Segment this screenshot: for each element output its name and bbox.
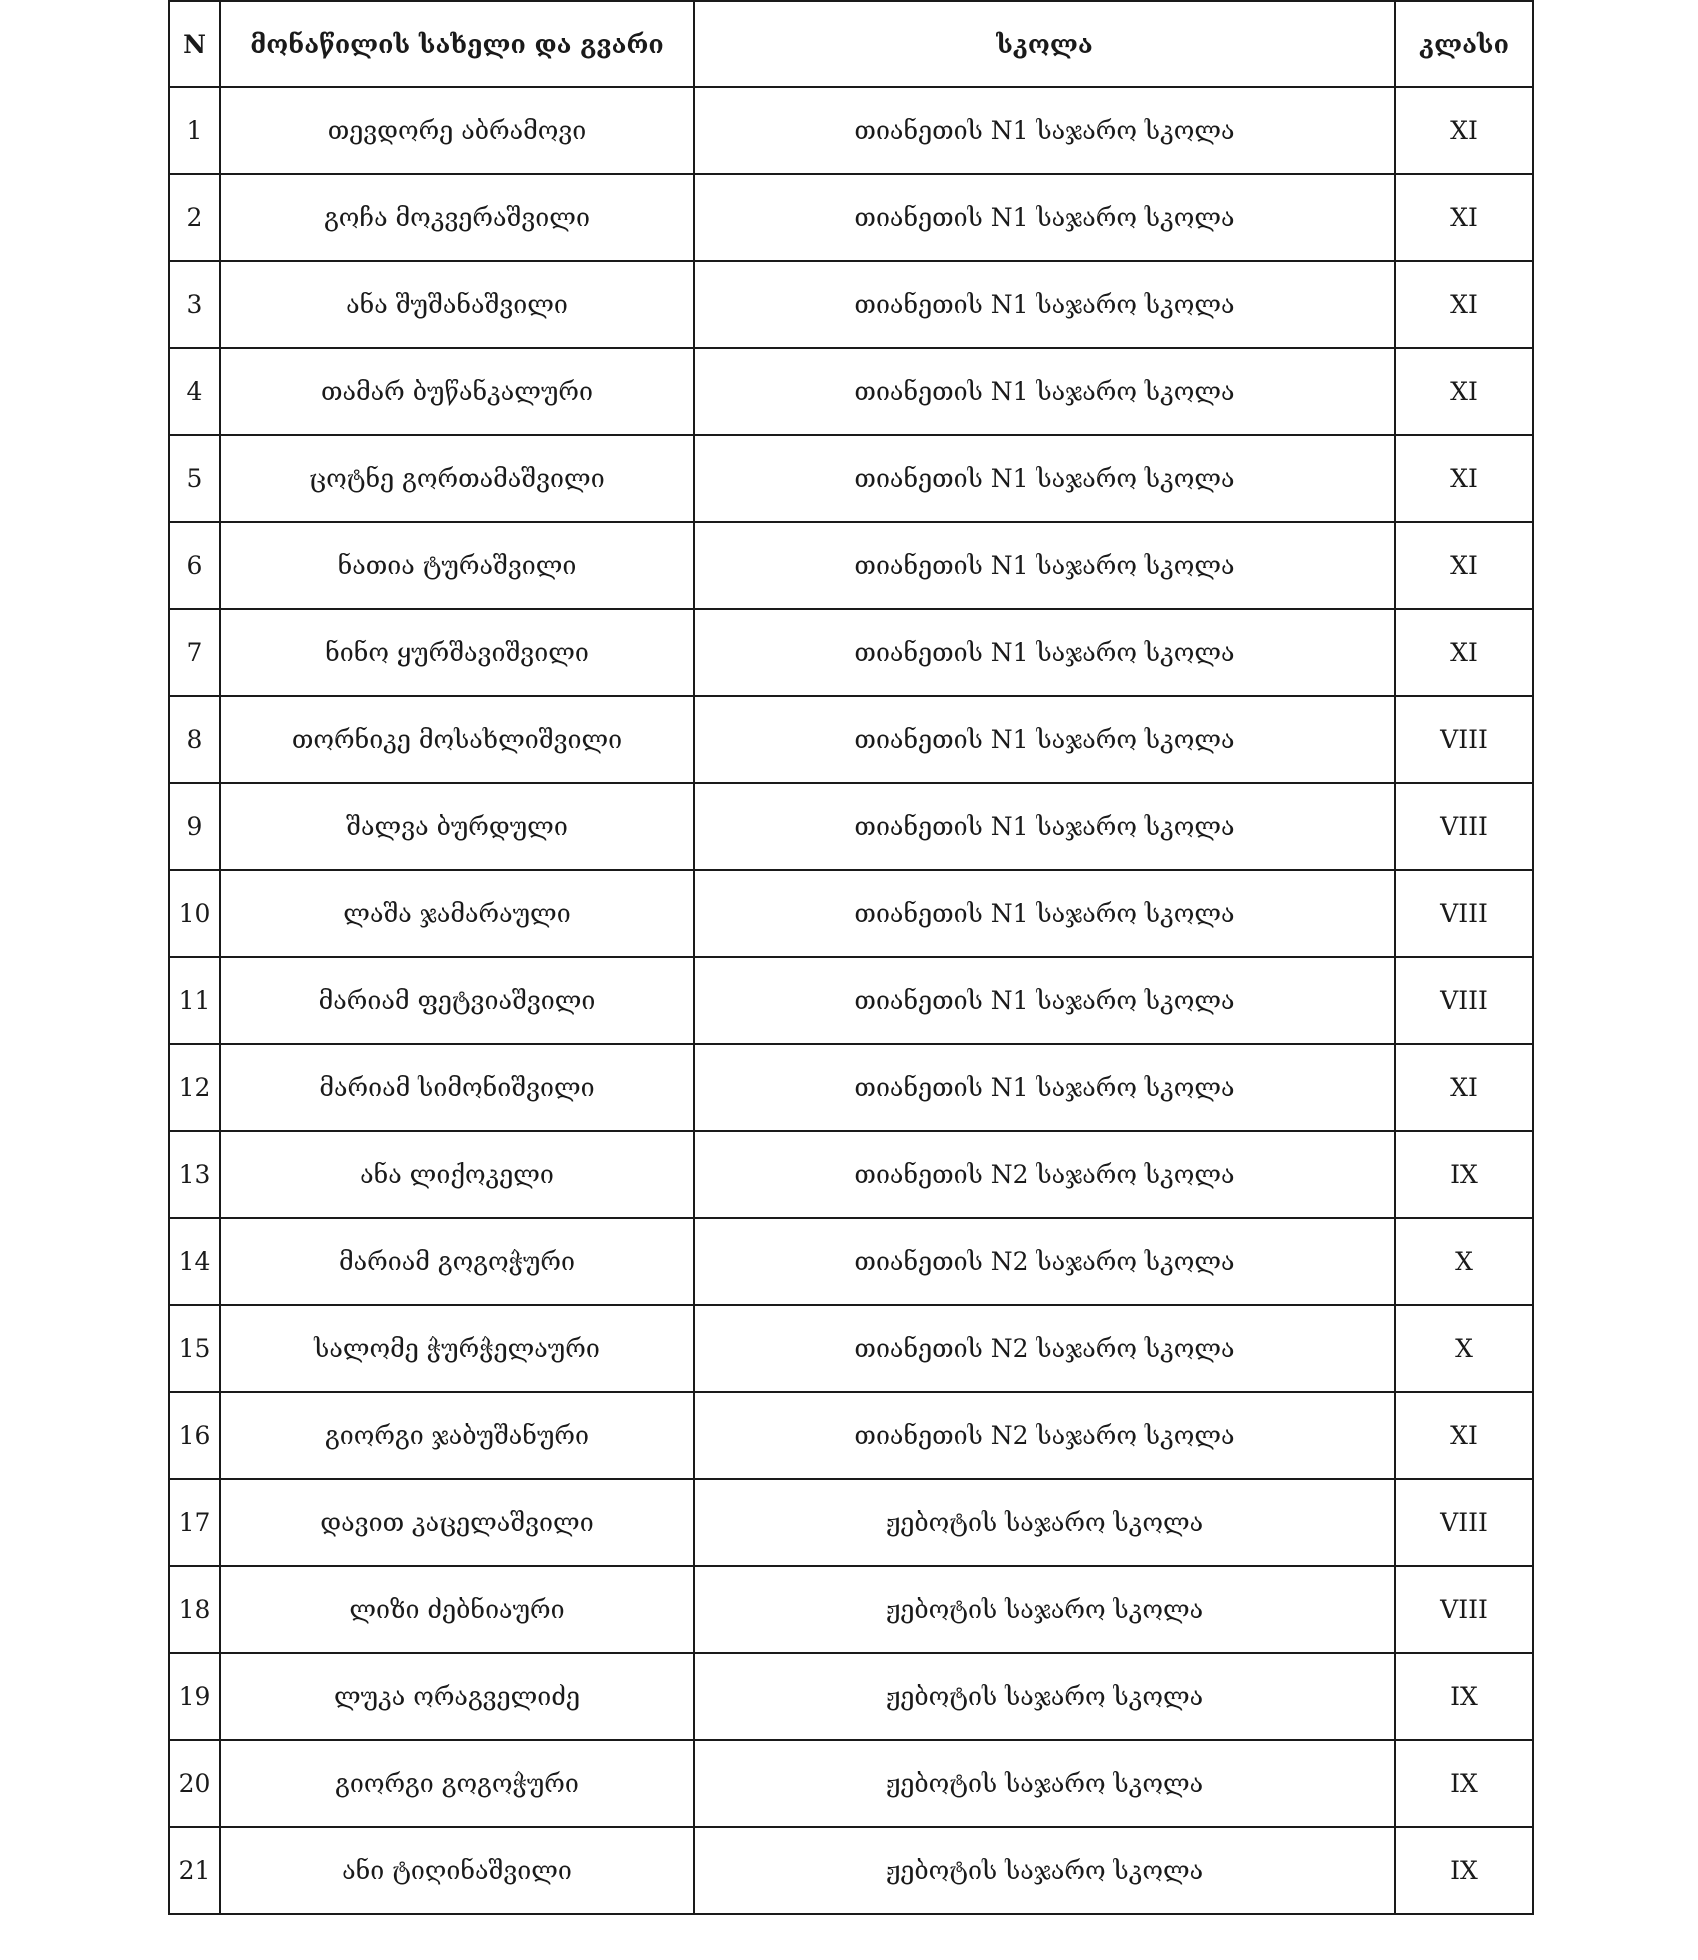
school-name: თიანეთის N1 საჯარო სკოლა [694, 783, 1395, 870]
grade-cell: XI [1395, 261, 1533, 348]
table-row [169, 1218, 1533, 1305]
school-name: თიანეთის N1 საჯარო სკოლა [694, 348, 1395, 435]
header-participant-name: მონაწილის სახელი და გვარი [220, 1, 694, 87]
grade-cell: IX [1395, 1131, 1533, 1218]
row-number: 14 [169, 1218, 220, 1305]
participant-name: ანა შუშანაშვილი [220, 261, 694, 348]
row-number: 6 [169, 522, 220, 609]
school-name: თიანეთის N1 საჯარო სკოლა [694, 261, 1395, 348]
school-name: თიანეთის N1 საჯარო სკოლა [694, 174, 1395, 261]
school-name: თიანეთის N1 საჯარო სკოლა [694, 696, 1395, 783]
table-row [169, 696, 1533, 783]
participants-table [168, 0, 1534, 1915]
participant-name: ანი ტიღინაშვილი [220, 1827, 694, 1914]
header-school: სკოლა [694, 1, 1395, 87]
participant-name: სალომე ჭურჭელაური [220, 1305, 694, 1392]
grade-cell: VIII [1395, 1566, 1533, 1653]
participant-name: დავით კაცელაშვილი [220, 1479, 694, 1566]
table-row [169, 1566, 1533, 1653]
row-number: 17 [169, 1479, 220, 1566]
row-number: 12 [169, 1044, 220, 1131]
participant-name: ნათია ტურაშვილი [220, 522, 694, 609]
row-number: 15 [169, 1305, 220, 1392]
participant-name: თორნიკე მოსახლიშვილი [220, 696, 694, 783]
row-number: 10 [169, 870, 220, 957]
grade-cell: XI [1395, 435, 1533, 522]
participant-name: მარიამ სიმონიშვილი [220, 1044, 694, 1131]
grade-cell: XI [1395, 522, 1533, 609]
row-number: 20 [169, 1740, 220, 1827]
header-number: N [169, 1, 220, 87]
table-row [169, 87, 1533, 174]
grade-cell: IX [1395, 1740, 1533, 1827]
row-number: 4 [169, 348, 220, 435]
school-name: თიანეთის N1 საჯარო სკოლა [694, 957, 1395, 1044]
participant-name: ლიზი ძებნიაური [220, 1566, 694, 1653]
grade-cell: IX [1395, 1827, 1533, 1914]
table-row [169, 1653, 1533, 1740]
table-row [169, 783, 1533, 870]
school-name: თიანეთის N1 საჯარო სკოლა [694, 870, 1395, 957]
row-number: 11 [169, 957, 220, 1044]
row-number: 1 [169, 87, 220, 174]
grade-cell: XI [1395, 1392, 1533, 1479]
participant-name: შალვა ბურდული [220, 783, 694, 870]
table-row [169, 1392, 1533, 1479]
participant-name: ცოტნე გორთამაშვილი [220, 435, 694, 522]
grade-cell: XI [1395, 1044, 1533, 1131]
table-row [169, 174, 1533, 261]
row-number: 7 [169, 609, 220, 696]
school-name: თიანეთის N1 საჯარო სკოლა [694, 435, 1395, 522]
participant-name: ანა ლიქოკელი [220, 1131, 694, 1218]
table-row [169, 1305, 1533, 1392]
table-row [169, 522, 1533, 609]
table-row [169, 1479, 1533, 1566]
table-row [169, 957, 1533, 1044]
participant-name: თამარ ბუწანკალური [220, 348, 694, 435]
participant-name: ლუკა ორაგველიძე [220, 1653, 694, 1740]
participant-name: გოჩა მოკვერაშვილი [220, 174, 694, 261]
school-name: ჟებოტის საჯარო სკოლა [694, 1827, 1395, 1914]
table-row [169, 435, 1533, 522]
row-number: 21 [169, 1827, 220, 1914]
school-name: თიანეთის N1 საჯარო სკოლა [694, 522, 1395, 609]
school-name: თიანეთის N2 საჯარო სკოლა [694, 1131, 1395, 1218]
row-number: 13 [169, 1131, 220, 1218]
grade-cell: VIII [1395, 957, 1533, 1044]
table-row [169, 1131, 1533, 1218]
row-number: 9 [169, 783, 220, 870]
table-row [169, 609, 1533, 696]
participant-name: ლაშა ჯამარაული [220, 870, 694, 957]
participant-name: გიორგი გოგოჭური [220, 1740, 694, 1827]
grade-cell: X [1395, 1305, 1533, 1392]
header-grade: კლასი [1395, 1, 1533, 87]
participant-name: ნინო ყურშავიშვილი [220, 609, 694, 696]
grade-cell: XI [1395, 87, 1533, 174]
table-body [169, 87, 1533, 1914]
school-name: თიანეთის N1 საჯარო სკოლა [694, 609, 1395, 696]
grade-cell: XI [1395, 348, 1533, 435]
grade-cell: VIII [1395, 870, 1533, 957]
school-name: თიანეთის N1 საჯარო სკოლა [694, 87, 1395, 174]
table-row [169, 1740, 1533, 1827]
row-number: 18 [169, 1566, 220, 1653]
header-row [169, 1, 1533, 87]
participant-name: მარიამ ფეტვიაშვილი [220, 957, 694, 1044]
school-name: თიანეთის N2 საჯარო სკოლა [694, 1218, 1395, 1305]
grade-cell: VIII [1395, 1479, 1533, 1566]
row-number: 2 [169, 174, 220, 261]
table-row [169, 870, 1533, 957]
school-name: თიანეთის N1 საჯარო სკოლა [694, 1044, 1395, 1131]
grade-cell: VIII [1395, 696, 1533, 783]
school-name: ჟებოტის საჯარო სკოლა [694, 1653, 1395, 1740]
row-number: 8 [169, 696, 220, 783]
grade-cell: VIII [1395, 783, 1533, 870]
grade-cell: X [1395, 1218, 1533, 1305]
grade-cell: IX [1395, 1653, 1533, 1740]
row-number: 3 [169, 261, 220, 348]
table-row [169, 261, 1533, 348]
participant-name: გიორგი ჯაბუშანური [220, 1392, 694, 1479]
row-number: 5 [169, 435, 220, 522]
school-name: თიანეთის N2 საჯარო სკოლა [694, 1392, 1395, 1479]
table-row [169, 348, 1533, 435]
school-name: თიანეთის N2 საჯარო სკოლა [694, 1305, 1395, 1392]
school-name: ჟებოტის საჯარო სკოლა [694, 1566, 1395, 1653]
grade-cell: XI [1395, 174, 1533, 261]
school-name: ჟებოტის საჯარო სკოლა [694, 1479, 1395, 1566]
school-name: ჟებოტის საჯარო სკოლა [694, 1740, 1395, 1827]
participant-name: თევდორე აბრამოვი [220, 87, 694, 174]
table-row [169, 1044, 1533, 1131]
table-row [169, 1827, 1533, 1914]
row-number: 19 [169, 1653, 220, 1740]
row-number: 16 [169, 1392, 220, 1479]
grade-cell: XI [1395, 609, 1533, 696]
participant-name: მარიამ გოგოჭური [220, 1218, 694, 1305]
